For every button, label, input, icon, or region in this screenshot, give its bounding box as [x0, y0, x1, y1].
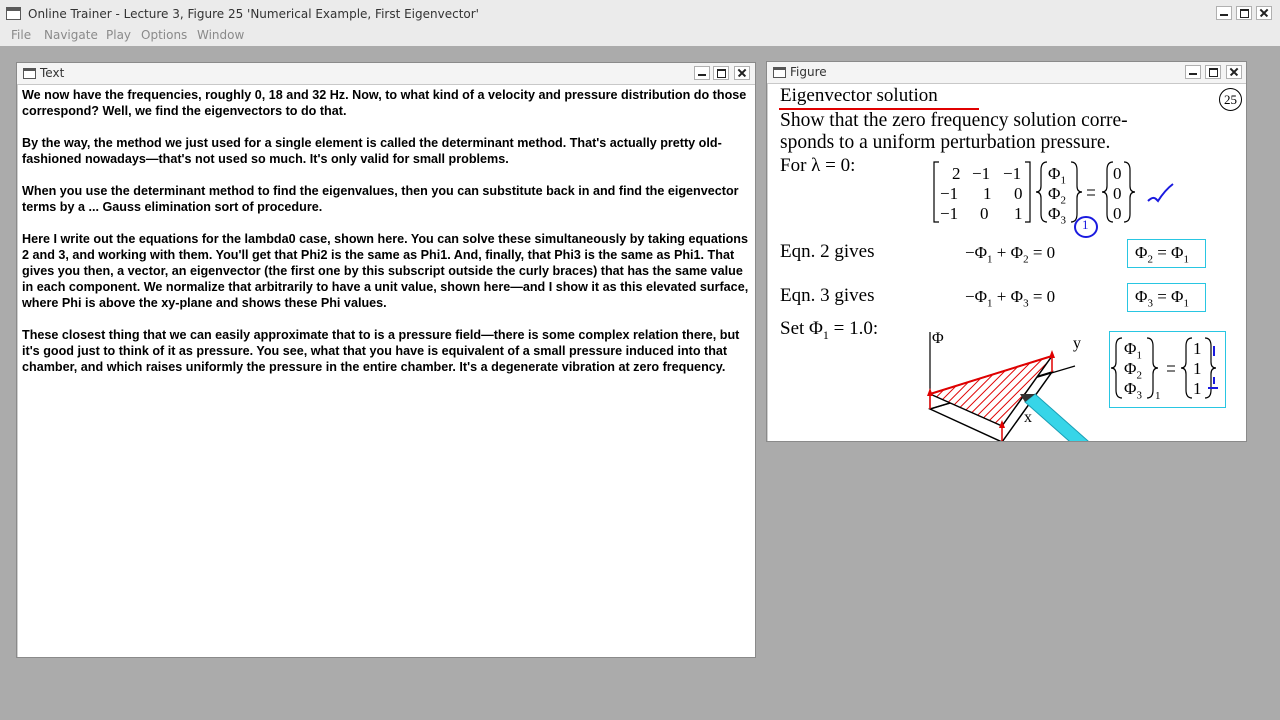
eqn2-label: Eqn. 2 gives [780, 241, 875, 262]
minimize-icon[interactable] [1216, 6, 1232, 20]
menu-options[interactable]: Options [141, 28, 188, 42]
matrix-cell: 1 [1014, 204, 1023, 223]
matrix-cell: −1 [940, 184, 959, 203]
figure-heading: Eigenvector solution [780, 85, 938, 106]
handwritten-circle-label: 1 [1082, 217, 1089, 232]
matrix-cell: −1 [972, 164, 991, 183]
figure-number-badge: 25 [1219, 88, 1242, 111]
text-paragraph: By the way, the method we just used for a single element is called the determinant method. That's actually pretty old-fashioned nowadays—that's not used so much. It's only valid for small problems. [22, 136, 722, 166]
eqn3-label: Eqn. 3 gives [780, 285, 875, 306]
set-phi-label: Set $\Phi_1 = 1.0$: [780, 318, 879, 342]
figure-pane-close-icon[interactable] [1226, 65, 1242, 79]
plot-y-axis-label: y [1073, 335, 1081, 352]
window-title: Online Trainer - Lecture 3, Figure 25 'Numerical Example, First Eigenvector' [28, 7, 479, 21]
unit-vector-entry: 1 [1193, 339, 1202, 358]
eqn3-expression: $-\Phi_1 + \Phi_3 = 0$ [965, 287, 1056, 310]
plot-x-axis-label: x [1024, 409, 1032, 426]
for-lambda-label: For λ = 0: [780, 155, 856, 176]
window-titlebar [0, 0, 1280, 28]
text-pane-content [22, 87, 751, 391]
phi-vector-entry: $\Phi_3$ [1048, 204, 1066, 227]
phi-vector-entry: $\Phi_2$ [1048, 184, 1066, 207]
matrix-cell: −1 [940, 204, 959, 223]
figure-pane-title: Figure [790, 65, 827, 79]
eigenvector-entry: $\Phi_1$ [1124, 339, 1142, 362]
menu-play[interactable]: Play [106, 28, 132, 42]
figure-pane-titlebar [767, 62, 1246, 84]
menu-file[interactable]: File [11, 28, 32, 42]
zero-vector-entry: 0 [1113, 164, 1122, 183]
figure-content [767, 84, 1246, 441]
text-pane-close-icon[interactable] [734, 66, 750, 80]
eqn3-result: $\Phi_3 = \Phi_1$ [1135, 287, 1189, 310]
text-pane-maximize-icon[interactable] [713, 66, 729, 80]
eigenvector-braces [767, 84, 1246, 441]
figure-pane-maximize-icon[interactable] [1205, 65, 1221, 79]
matrix-cell: 0 [1014, 184, 1023, 203]
intro-line: Show that the zero frequency solution corre- [780, 110, 1128, 131]
app-window-icon[interactable] [6, 7, 21, 20]
text-pane [16, 62, 756, 658]
plot-phi-axis-label: Φ [932, 330, 944, 347]
text-pane-title: Text [40, 66, 65, 80]
eqn2-result: $\Phi_2 = \Phi_1$ [1135, 243, 1189, 266]
text-pane-icon[interactable] [23, 68, 36, 79]
unit-vector-entry: 1 [1193, 359, 1202, 378]
text-pane-titlebar [17, 63, 755, 85]
maximize-icon[interactable] [1236, 6, 1252, 20]
zero-vector-entry: 0 [1113, 184, 1122, 203]
text-paragraph: Here I write out the equations for the lambda0 case, shown here. You can solve these simultaneously by taking equations 2 and 3, and working with them. You'll get that Phi2 is the same as Phi1. And, finally, that Phi3 is the same as Phi1. That gives you then, a vector, an eigenvector (the first one by this subscript outside the curly braces) that has the same value in each component. We normalize that arbitrarily to have a unit value, shown here—and I show it as this elevated surface, where Phi is above the xy-plane and shows these Phi values. [22, 232, 749, 310]
figure-pane [766, 61, 1247, 442]
matrix-cell: 1 [983, 184, 992, 203]
menu-navigate[interactable]: Navigate [44, 28, 98, 42]
matrix-cell: 2 [952, 164, 961, 183]
phi-vector-entry: $\Phi_1$ [1048, 164, 1066, 187]
intro-line: sponds to a uniform perturbation pressure. [780, 132, 1111, 153]
figure-pane-minimize-icon[interactable] [1185, 65, 1201, 79]
eqn2-expression: $-\Phi_1 + \Phi_2 = 0$ [965, 243, 1056, 266]
figure-pane-icon[interactable] [773, 67, 786, 78]
eigenvector-entry: $\Phi_3$ [1124, 379, 1142, 402]
text-paragraph: These closest thing that we can easily approximate that to is a pressure field—there is some complex relation there, but it's good just to think of it as pressure. You see, what that you have is equivalent of a small pressure induced into that chamber, and which raises uniformly the pressure in the entire chamber. It's a degenerate vibration at zero frequency. [22, 328, 740, 374]
menu-bar [0, 27, 1280, 46]
text-paragraph: When you use the determinant method to find the eigenvalues, then you can substitute back in and find the eigenvector terms by a ... Gauss elimination sort of procedure. [22, 184, 739, 214]
eigenvector-subscript: 1 [1155, 390, 1161, 402]
close-icon[interactable] [1256, 6, 1272, 20]
unit-vector-entry: 1 [1193, 379, 1202, 398]
matrix-cell: −1 [1003, 164, 1022, 183]
matrix-cell: 0 [980, 204, 989, 223]
text-paragraph: We now have the frequencies, roughly 0, 18 and 32 Hz. Now, to what kind of a velocity and pressure distribution do those correspond? Well, we find the eigenvectors to do that. [22, 88, 747, 118]
text-pane-minimize-icon[interactable] [694, 66, 710, 80]
zero-vector-entry: 0 [1113, 204, 1122, 223]
eigenvector-entry: $\Phi_2$ [1124, 359, 1142, 382]
menu-window[interactable]: Window [197, 28, 245, 42]
